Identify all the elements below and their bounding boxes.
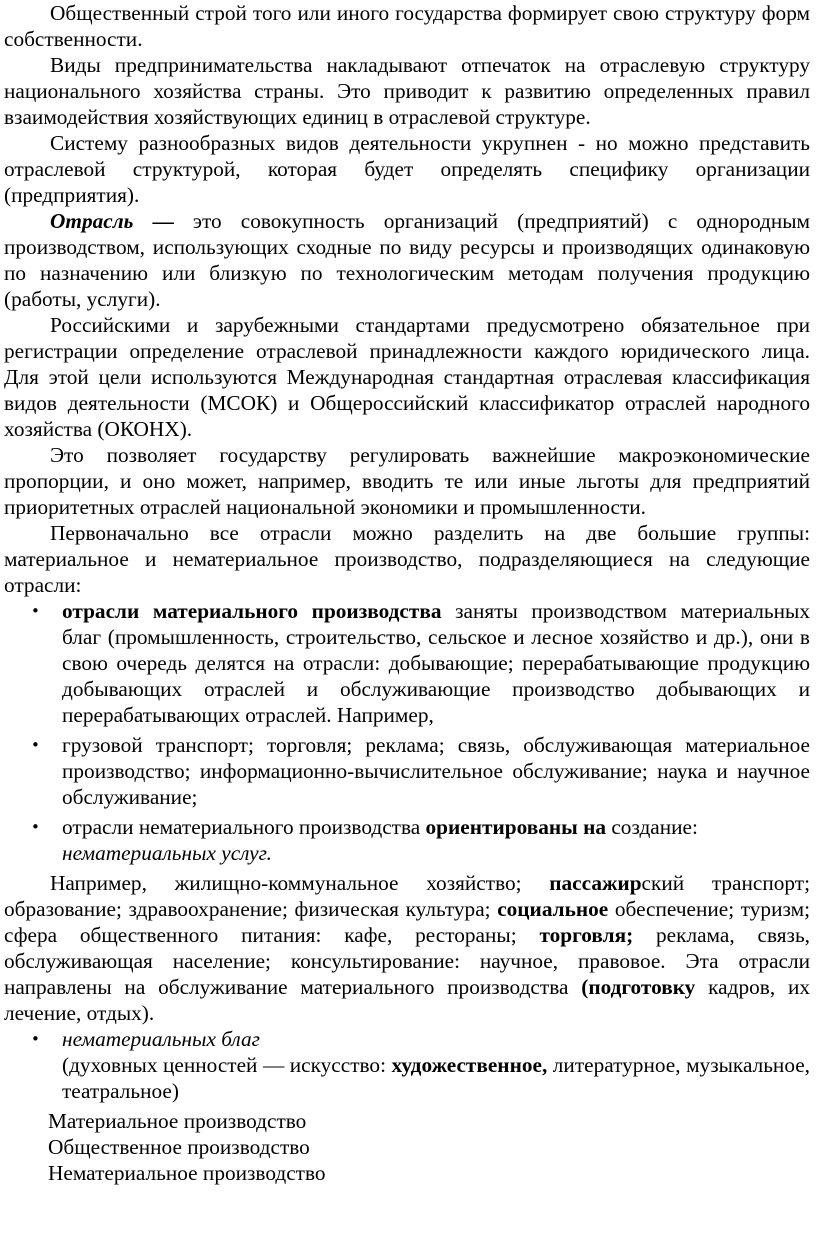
paragraph-examples: [4, 870, 810, 1026]
example-bold-passenger: пассажир: [549, 871, 642, 895]
example-text-3: обеспечение; туризм; сфера общественного питания: кафе, рестораны;: [4, 897, 810, 947]
italic-nonmaterial-services: нематериальных услуг.: [62, 841, 272, 865]
bold-oriented: ориентированы на: [425, 815, 607, 839]
example-bold-training: (подготовку: [581, 975, 696, 999]
paragraph-state-regulation: Это позволяет государству регулировать важнейшие макроэкономические пропорции, и оно может, например, вводить те или иные льготы для предприятий приоритетных отраслей национальной экономики и промышленности.: [4, 443, 810, 519]
example-bold-trade: торговля;: [539, 923, 634, 947]
paragraph-standards: Российскими и зарубежными стандартами предусмотрено обязательное при регистрации определение отраслевой принадлежности каждого юридического лица. Для этой цели используются Международная стандартная отраслевая классификация видов деятельности (МСОК) и Общероссийский классификатор отраслей народного хозяйства (ОКОНХ).: [4, 313, 810, 441]
example-text-4: реклама, связь, обслуживающая население; консультирование: научное, правовое. Эта отрасли направлены на обслуживание материального производства: [4, 923, 810, 999]
spiritual-values-text: (духовных ценностей — искусство:: [62, 1053, 392, 1077]
paragraph-social-order: Общественный строй того или иного государства формирует свою структуру форм собственности.: [4, 1, 810, 51]
example-text-1: Например, жилищно-коммунальное хозяйство;: [50, 871, 550, 895]
list-item-nonmaterial-goods: [62, 1026, 810, 1104]
list-item-freight: [62, 732, 810, 810]
definition-text: это совокупность организаций (предприятий) с однородным производством, использующих сходные по виду ресурсы и производящих одинаковую по назначению или близкую по технологическим методам получения продукцию (работы, услуги).: [4, 209, 810, 311]
bold-artistic: художественное,: [391, 1053, 548, 1077]
paragraph-two-groups: Первоначально все отрасли можно разделить на две большие группы: материальное и нематериальное производство, подразделяющиеся на следующие отрасли:: [4, 521, 810, 597]
literary-text: литератур: [547, 1053, 644, 1077]
term-dash: —: [133, 209, 193, 233]
example-bold-social: социальное: [497, 897, 609, 921]
nonmaterial-goods-list: [4, 1026, 810, 1104]
freight-text: грузовой транспорт; торговля; реклама; связь, обслуживающая материальное производство; информационно-вычислительное обслуживание; наука и научное обслуживание;: [62, 733, 810, 809]
paragraph-industry-definition: [4, 208, 810, 312]
nonmaterial-text: отрасли нематериального производства: [62, 815, 426, 839]
example-text-2: ский транспорт; образование; здравоохранение; физическая культура;: [4, 871, 810, 921]
industry-bullet-list: [4, 598, 810, 866]
paragraph-activity-system: Систему разнообразных видов деятельности укрупнен - но можно представить отраслевой структурой, которая будет определять специфику организации (предприятия).: [4, 131, 810, 207]
bold-material-production: отрасли материального производства: [62, 599, 442, 623]
example-text-5: кадров, их лечение, отдых).: [4, 975, 810, 1025]
italic-nonmaterial-goods: • нематериальных благ: [62, 1027, 260, 1051]
musical-text: ное, музыкальное, театральное): [62, 1053, 811, 1103]
line-social-production: Общественное производство: [48, 1135, 310, 1159]
line-nonmaterial-production: Нематериальное производство: [48, 1161, 326, 1185]
term-industry: Отрасль: [50, 209, 134, 233]
line-material-production: Материальное производство: [48, 1109, 307, 1133]
material-production-text: заняты производством материальных благ (промышленность, строительство, сельское и лесное хозяйство и др.), они в свою очередь делятся на отрасли: добывающие; перерабатывающие продукцию добывающих отраслей и обслуживающие производство добывающих и перерабатывающих отраслей. Например,: [62, 599, 810, 727]
list-item-nonmaterial-production: [62, 814, 810, 866]
nonmaterial-text-2: создание:: [606, 815, 698, 839]
list-item-material-production: [62, 598, 810, 728]
paragraph-business-types: Виды предпринимательства накладывают отпечаток на отраслевую структуру национального хозяйства страны. Это приводит к развитию определенных правил взаимодействия хозяйствующих единиц в отраслевой структуре.: [4, 53, 810, 129]
